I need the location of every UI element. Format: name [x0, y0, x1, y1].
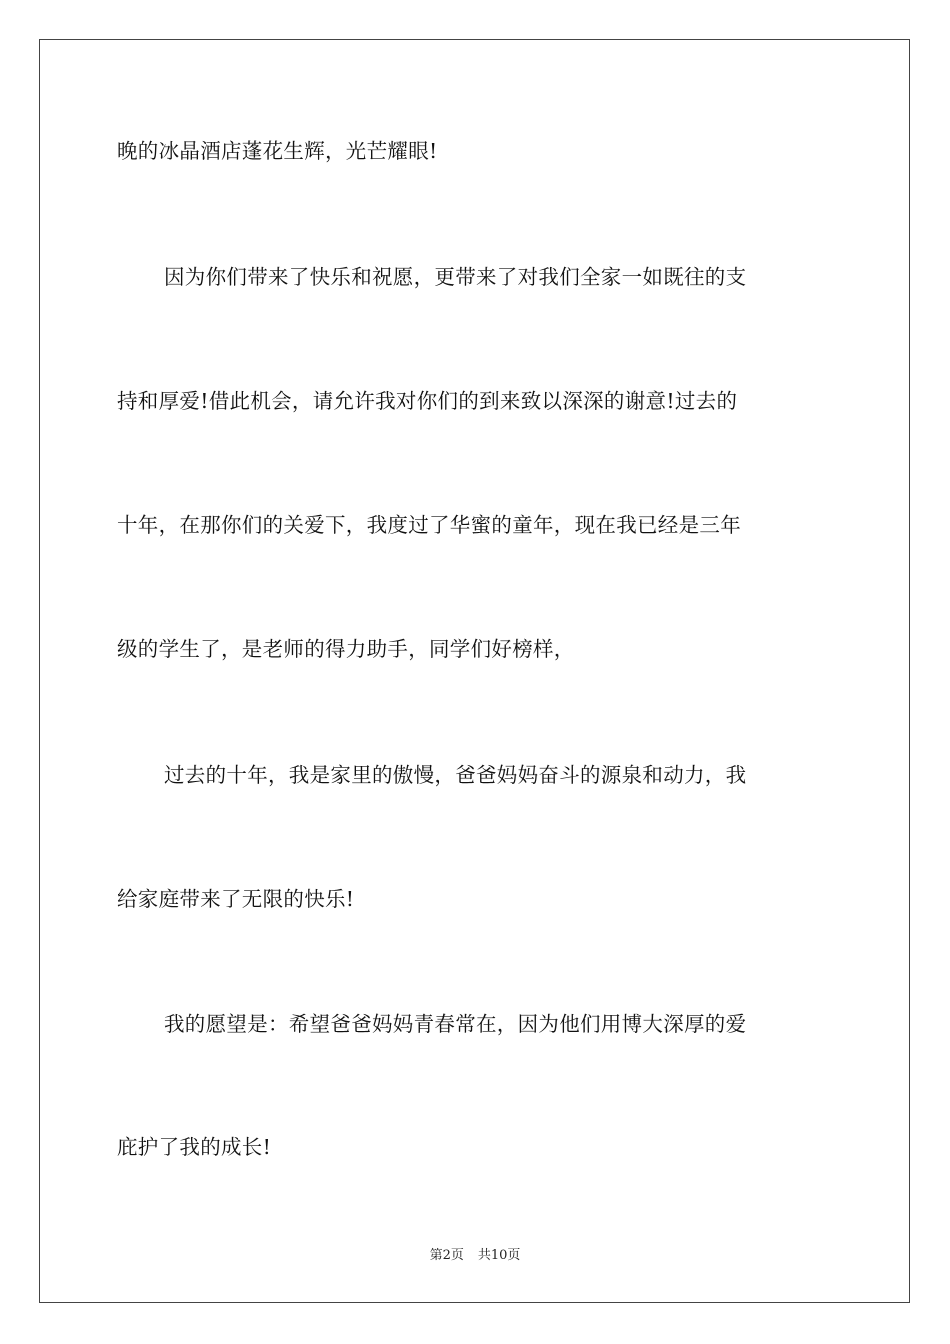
body-line-2: 因为你们带来了快乐和祝愿，更带来了对我们全家一如既往的支: [164, 265, 747, 289]
page-number: 第2页: [429, 1248, 464, 1263]
body-line-3: 持和厚爱!借此机会，请允许我对你们的到来致以深深的谢意!过去的: [117, 389, 738, 413]
body-line-6: 过去的十年，我是家里的傲慢，爸爸妈妈奋斗的源泉和动力，我: [164, 763, 747, 787]
page-footer: [0, 1247, 950, 1265]
body-line-4: 十年，在那你们的关爱下，我度过了华蜜的童年，现在我已经是三年: [117, 513, 741, 537]
body-line-1: 晚的冰晶酒店蓬花生辉，光芒耀眼!: [117, 139, 438, 163]
body-line-7: 给家庭带来了无限的快乐!: [117, 887, 355, 911]
page-total: 共10页: [477, 1248, 521, 1263]
body-line-5: 级的学生了，是老师的得力助手，同学们好榜样，: [117, 637, 575, 661]
body-line-8: 我的愿望是：希望爸爸妈妈青春常在，因为他们用博大深厚的爱: [164, 1012, 747, 1036]
body-line-9: 庇护了我的成长!: [117, 1135, 272, 1159]
page-border: [39, 39, 910, 1303]
